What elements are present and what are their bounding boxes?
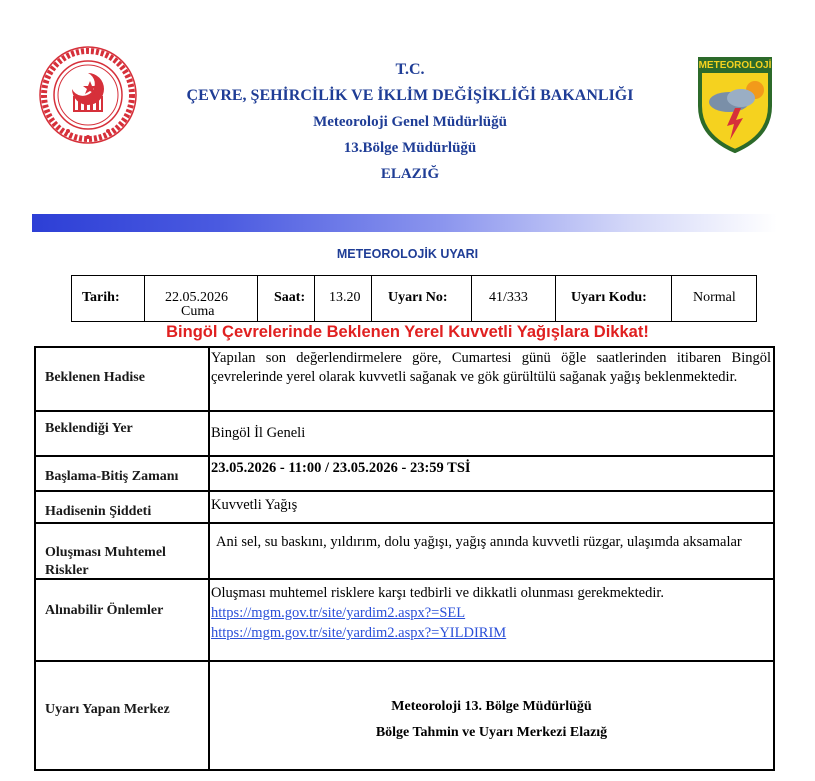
header-ministry: ÇEVRE, ŞEHİRCİLİK VE İKLİM DEĞİŞİKLİĞİ BAKANLIĞI	[186, 87, 634, 104]
header-gradient-bar	[32, 214, 777, 232]
date-value-cell	[145, 276, 258, 321]
severity-value: Kuvvetli Yağış	[211, 497, 298, 513]
risks-value: Ani sel, su baskını, yıldırım, dolu yağışı, yağış anında kuvvetli rüzgar, ulaşımda aksamalar	[216, 534, 742, 550]
meteoroloji-logo-text: METEOROLOJİ	[698, 60, 772, 71]
precautions-row	[36, 580, 773, 662]
risks-label-line1: Oluşması Muhtemel	[45, 545, 166, 560]
precautions-link-sel[interactable]: https://mgm.gov.tr/site/yardim2.aspx?=SEL	[211, 605, 466, 621]
date-label: Tarih:	[82, 290, 120, 305]
date-value: 22.05.2026	[165, 290, 228, 305]
issuing-center-row	[36, 662, 773, 769]
header-tc: T.C.	[395, 61, 425, 78]
expected-event-label-cell	[36, 348, 210, 410]
precautions-link-yildirim[interactable]: https://mgm.gov.tr/site/yardim2.aspx?=YILDIRIM	[211, 625, 507, 641]
meteoroloji-shield-logo	[697, 56, 773, 154]
date-day: Cuma	[181, 304, 215, 319]
expected-event-label: Beklenen Hadise	[45, 370, 145, 385]
severity-value-cell	[210, 492, 773, 522]
expected-location-value-cell	[210, 412, 773, 455]
ministry-seal-logo	[38, 45, 138, 145]
time-range-value-cell	[210, 457, 773, 490]
warning-code-value: Normal	[693, 290, 736, 305]
expected-location-row	[36, 412, 773, 457]
precautions-value-cell	[210, 580, 773, 660]
time-value: 13.20	[329, 290, 361, 305]
time-label: Saat:	[274, 290, 306, 305]
warning-headline: Bingöl Çevrelerinde Beklenen Yerel Kuvvetli Yağışlara Dikkat!	[166, 323, 649, 341]
severity-label: Hadisenin Şiddeti	[45, 504, 152, 519]
header-directorate: Meteoroloji Genel Müdürlüğü	[313, 114, 507, 130]
expected-event-row	[36, 348, 773, 412]
issuing-center-label: Uyarı Yapan Merkez	[45, 702, 170, 717]
risks-value-cell	[210, 524, 773, 578]
warning-no-label: Uyarı No:	[388, 290, 448, 305]
precautions-label: Alınabilir Önlemler	[45, 603, 164, 618]
time-range-label-cell	[36, 457, 210, 490]
expected-location-value: Bingöl İl Geneli	[211, 425, 306, 441]
time-value-cell	[315, 276, 372, 321]
warning-code-label-cell	[556, 276, 672, 321]
time-label-cell	[258, 276, 315, 321]
time-range-value: 23.05.2026 - 11:00 / 23.05.2026 - 23:59 TSİ	[211, 460, 471, 476]
document-title: METEOROLOJİK UYARI	[336, 247, 479, 261]
expected-event-value: Yapılan son değerlendirmelere göre, Cumartesi günü öğle saatlerinden itibaren Bingöl çevrelerinde yerel olarak kuvvetli sağanak ve gök gürültülü sağanak yağış beklenmektedir.	[211, 350, 771, 385]
warning-code-value-cell	[672, 276, 756, 321]
warning-details-table	[34, 346, 775, 771]
risks-label-cell	[36, 524, 210, 578]
issuing-center-label-cell	[36, 662, 210, 769]
header-city: ELAZIĞ	[380, 166, 440, 182]
severity-label-cell	[36, 492, 210, 522]
issuing-center-value-cell	[210, 662, 773, 769]
warning-no-label-cell	[372, 276, 472, 321]
issuing-center-value-line2: Bölge Tahmin ve Uyarı Merkezi Elazığ	[375, 725, 608, 740]
severity-row	[36, 492, 773, 524]
warning-code-label: Uyarı Kodu:	[571, 290, 647, 305]
warning-no-value-cell	[472, 276, 556, 321]
expected-location-label: Beklendiği Yer	[45, 421, 133, 436]
warning-info-table	[71, 275, 757, 322]
time-range-row	[36, 457, 773, 492]
expected-location-label-cell	[36, 412, 210, 455]
precautions-label-cell	[36, 580, 210, 660]
issuing-center-value-line1: Meteoroloji 13. Bölge Müdürlüğü	[391, 699, 592, 714]
warning-no-value: 41/333	[489, 290, 528, 305]
precautions-value: Oluşması muhtemel risklere karşı tedbirli ve dikkatli olunması gerekmektedir.	[211, 585, 665, 601]
risks-row	[36, 524, 773, 580]
risks-label-line2: Riskler	[45, 563, 89, 578]
time-range-label: Başlama-Bitiş Zamanı	[45, 469, 179, 484]
header-region: 13.Bölge Müdürlüğü	[343, 140, 477, 156]
date-label-cell	[72, 276, 145, 321]
expected-event-value-cell	[210, 348, 773, 410]
